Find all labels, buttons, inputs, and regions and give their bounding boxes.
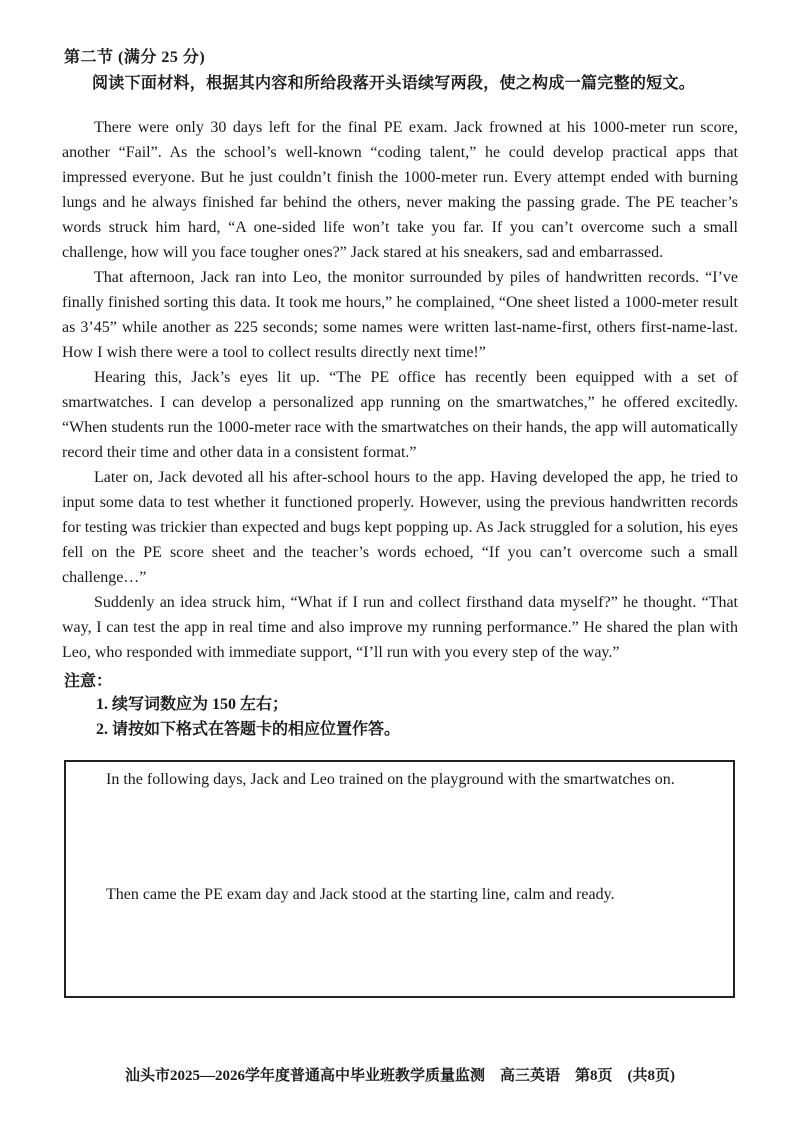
- note-item-word-count: 1. 续写词数应为 150 左右；: [96, 696, 289, 713]
- notes-list: [96, 692, 400, 742]
- paragraph-prompt-2: Then came the PE exam day and Jack stood at the starting line, calm and ready.: [106, 886, 615, 903]
- section-title: 第二节 (满分 25 分): [64, 49, 206, 66]
- passage-paragraph-1: There were only 30 days left for the final PE exam. Jack frowned at his 1000-meter run score, another “Fail”. As the school’s well-known “coding talent,” he could develop practical apps that impressed everyone. But he just couldn’t finish the 1000-meter run. Every attempt ended with burning lungs and he always finished far behind the others, never making the passing grade. The PE teacher’s words struck him hard, “A one-sided life won’t take you far. If you can’t overcome such a small challenge, how will you face tougher ones?” Jack stared at his sneakers, sad and embarrassed.: [62, 119, 738, 261]
- answer-box: [64, 760, 735, 998]
- paragraph-prompt-1: In the following days, Jack and Leo trained on the playground with the smartwatches on.: [106, 771, 675, 788]
- passage-paragraph-3: Hearing this, Jack’s eyes lit up. “The PE office has recently been equipped with a set of smartwatches. I can develop a personalized app running on the smartwatches,” he offered excitedly. “When students run the 1000-meter race with the smartwatches on their hands, the app will automatically record their time and other data in a consistent format.”: [62, 369, 738, 461]
- instructions: 阅读下面材料，根据其内容和所给段落开头语续写两段，使之构成一篇完整的短文。: [92, 75, 696, 92]
- notes-heading: 注意：: [64, 673, 113, 690]
- passage-paragraph-5: Suddenly an idea struck him, “What if I run and collect firsthand data myself?” he thought. “That way, I can test the app in real time and also improve my running performance.” He shared the plan with Leo, who responded with immediate support, “I’ll run with you every step of the way.”: [62, 594, 738, 661]
- passage-paragraph-4: Later on, Jack devoted all his after-school hours to the app. Having developed the app, he tried to input some data to test whether it functioned properly. However, using the previous handwritten records for testing was trickier than expected and bugs kept popping up. As Jack struggled for a solution, his eyes fell on the PE score sheet and the teacher’s words echoed, “If you can’t overcome such a small challenge…”: [62, 469, 738, 586]
- reading-passage: [62, 115, 738, 665]
- page-footer: 汕头市2025—2026学年度普通高中毕业班教学质量监测 高三英语 第8页 (共8页): [125, 1068, 675, 1084]
- passage-paragraph-2: That afternoon, Jack ran into Leo, the monitor surrounded by piles of handwritten records. “I’ve finally finished sorting this data. It took me hours,” he complained, “One sheet listed a 1000-meter result as 3’45” while another as 225 seconds; some names were written last-name-first, others first-name-last. How I wish there were a tool to collect results directly next time!”: [62, 269, 738, 361]
- note-item-format: 2. 请按如下格式在答题卡的相应位置作答。: [96, 721, 401, 738]
